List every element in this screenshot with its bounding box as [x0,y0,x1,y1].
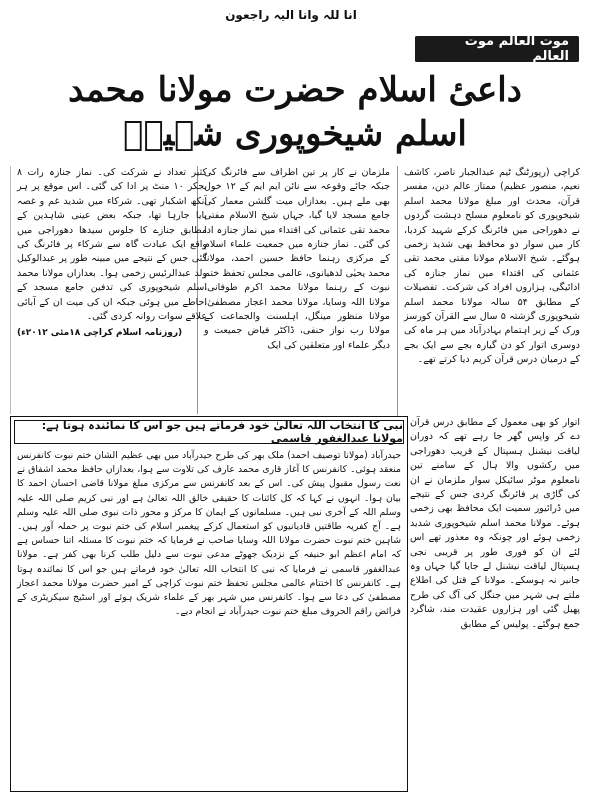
headline [46,68,544,156]
dua-text: انا للہ وانا الیہ راجعون [225,8,357,22]
article-citation: (روزنامہ اسلام کراچی ۱۸مئی ۲۰۱۲ء) [17,328,183,339]
inset-article [10,416,408,792]
article-text-right: کراچی (رپورٹنگ ٹیم عبدالجبار ناصر، کاشف نعیم، منصور عظیم) ممتاز عالم دین، مفسر قرآن، محدث اور مبلغ مولانا محمد اسلم شیخوپوری کو نامعلوم مسلح دہشت گردوں نے دھوراجی میں فائرنگ کرکے شہید کردیا، کار میں سوار دو محافظ بھی شدید زخمی ہوگئے۔ شیخ الاسلام مولانا مفتی محمد تقی عثمانی کی اقتداء میں نماز جنازہ کی ادائیگی، ہزاروں افراد کی شرکت۔ تفصیلات کے مطابق ۵۴ سالہ مولانا محمد اسلم شیخوپوری گزشتہ ۵ سال سے القرآن کورسز ورک کے زیر اہتمام بہادرآباد میں ہر ماہ کی دوسری اتوار کو دن گیارہ بجے سے ایک بجے کے درمیان درس قرآن کریم دیا کرتے تھے۔ [404,167,580,366]
inset-title-text: نبی کا انتخاب اللہ تعالیٰ خود فرماتے ہیں جو اس کا نمائندہ ہوتا ہے: مولانا عبدالغفور قاسمی [41,419,403,445]
inset-title [14,420,404,444]
article-column-left [10,166,207,414]
inset-body: حیدرآباد (مولانا توصیف احمد) ملک بھر کی طرح حیدرآباد میں بھی عظیم الشان ختم نبوت کانفرنس منعقد ہوئی۔ کانفرنس کا آغاز قاری محمد عارف کی تلاوت سے ہوا، بعدازاں حافظ محمد اشفاق نے نعت رسول مقبول پیش کی۔ اس کے بعد کانفرنس سے مرکزی مبلغ مولانا قاضی احسان احمد کا بیان ہوا۔ انہوں نے کہا کہ کل کائنات کا حقیقی خالق اللہ تعالیٰ ہے اور نبی کریم صلی اللہ علیہ وسلم اللہ کے آخری نبی ہیں۔ مسلمانوں کے ایمان کا مرکز و محور ذات نبوی صلی اللہ علیہ وسلم ہے۔ آج کفریہ طاقتیں قادیانیوں کو استعمال کرکے پیغمبر اسلام کی ختم نبوت پر حملہ آور ہیں۔ شاہین ختم نبوت حضرت مولانا اللہ وسایا صاحب نے فرمایا کہ ختم نبوت کا مسئلہ اتنا حساس ہے کہ امام اعظم ابو حنیفہ کے نزدیک جھوٹے مدعی نبوت سے دلیل طلب کرنا بھی کفر ہے۔ مولانا عبدالغفور قاسمی نے فرمایا کہ نبی کا انتخاب اللہ تعالیٰ خود فرماتے ہیں جو اس کا نمائندہ ہوتا ہے۔ کانفرنس کا اختتام عالمی مجلس تحفظ ختم نبوت کراچی کے امیر حضرت مولانا محمد اعجاز مصطفیٰ کی دعا سے ہوا۔ کانفرنس میں شہر بھر کے علماء شریک ہوئے اور اسٹیج سیکریٹری کے فرائض راقم الحروف مبلغ ختم نبوت حیدرآباد نے انجام دیے۔ [17,450,401,618]
section-banner [414,36,580,62]
newspaper-page [6,6,584,794]
article-column-middle [197,166,390,414]
article-text-middle: ملزمان نے کار پر تین اطراف سے فائرنگ کی جبکہ جائے وقوعہ سے نائن ایم ایم کے ۱۲ خول بھی ملے ہیں۔ بعدازاں میت گلشن معمار کی جامع مسجد لایا گیا، جہاں شیخ الاسلام مفتی محمد تقی عثمانی کی اقتداء میں نماز جنازہ ادا کی گئی۔ نماز جنازہ میں جمعیت علماء اسلام کے مرکزی رہنما حافظ حسین احمد، مولانا محمد یحیٰی لدھیانوی، عالمی مجلس تحفظ ختم نبوت کے رہنما مولانا محمد اکرم طوفانی، مولانا اللہ وسایا، مولانا محمد اعجاز مصطفیٰ، مولانا منظور مینگل، اہلسنت والجماعت کے مولانا رب نواز حنفی، ڈاکٹر فیاض جمیعت و دیگر علماء اور متعلقین کی ایک [204,167,390,351]
article-text-left: کثیر تعداد نے شرکت کی۔ نماز جنازہ رات ۸ بجکر ۱۰ منٹ پر ادا کی گئی۔ اس موقع پر ہر آنکھ اشکبار تھی۔ شرکاء میں شدید غم و غصہ پایا جارہا تھا، جبکہ بعض عینی شاہدین کے مطابق جنازے کا جلوس سیدھا دھوراجی میں واقع ایک عبادت گاہ سے شرکاء پر فائرنگ کی گئی جس کے نتیجے میں مبینہ طور پر عبدالوکیل ولد عبدالرئیس زخمی ہوا۔ بعدازاں مولانا محمد اسلم شیخوپوری کی تدفین جامع مسجد کے احاطے میں ہوئی جبکہ ان کی میت ان کے آبائی علاقے سوات روانہ کردی گئی۔ [17,167,207,323]
headline-main: داعیٔ اسلام حضرت مولانا محمد اسلم شیخوپوری شہیدؒ [68,70,522,154]
banner-label: موت العالم موت العالم [414,32,580,66]
article-column-right-lower [410,416,580,794]
article-column-right [397,166,580,416]
article-text-right-lower: اتوار کو بھی معمول کے مطابق درس قرآن دے کر واپس گھر جا رہے تھے کہ دوران لیاقت نیشنل ہسپتال کے قریب دھوراجی میں رکشوں والا ہال کے سامنے تین نامعلوم موٹر سائیکل سوار ملزمان نے ان کی گاڑی پر فائرنگ کردی جس کے نتیجے میں ڈرائیور سمیت ایک محافظ بھی زخمی ہوئے۔ مولانا محمد اسلم شیخوپوری شدید زخمی ہوئے اور چونکہ وہ معذور تھے اس لئے ان کو فوری طور پر قریبی نجی ہسپتال لیاقت نیشنل لے جایا گیا جہاں وہ جانبر نہ ہوسکے۔ مولانا کے قتل کی اطلاع ملتے ہی شہر میں جنگل کی آگ کی طرح پھیل گئی اور ہزاروں عقیدت مند، شاگرد جمع ہوگئے۔ پولیس کے مطابق [410,417,580,630]
